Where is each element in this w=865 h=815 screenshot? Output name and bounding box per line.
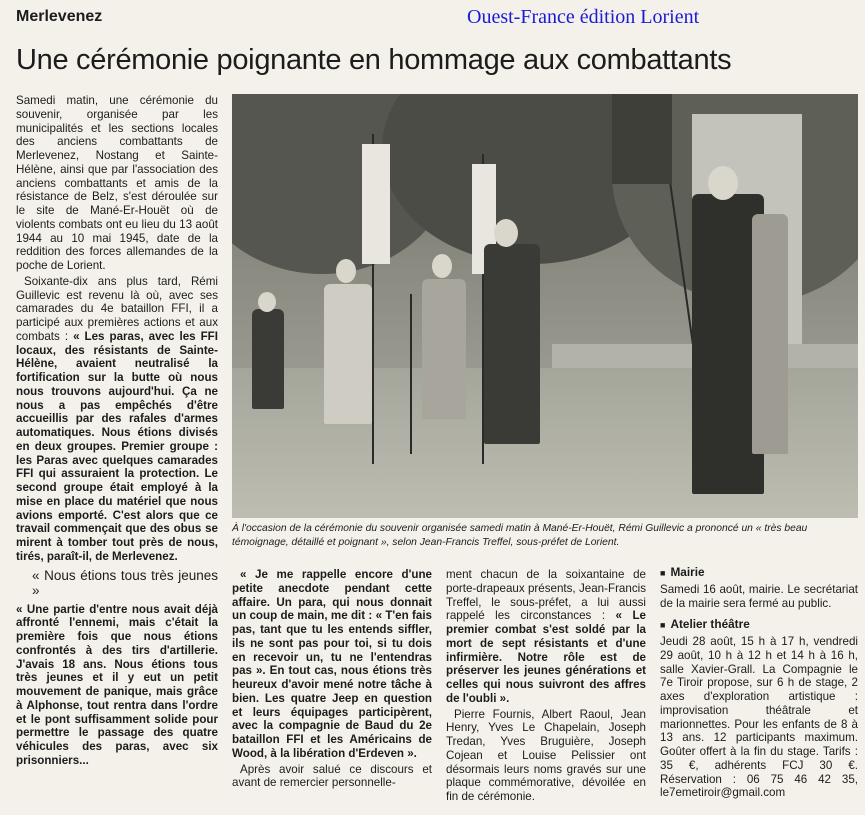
article-column-3 xyxy=(446,568,646,802)
briefs-column xyxy=(660,566,858,802)
brief-heading-theatre: ■ Atelier théâtre xyxy=(660,618,858,633)
paragraph-quote-young: « Une partie d'entre nous avait déjà affronté l'ennemi, mais c'était la première fois que nous étions confrontés à des tirs d'artillerie. J'avais 18 ans. Nous étions tous très jeunes et il y eut un petit mouvement de panique, mais grâce à Alphonse, tout rentra dans l'ordre et le pont suffisamment solide pour permettre le passage des quatre véhicules des paras, avec six prisonniers... xyxy=(16,602,218,767)
paragraph-names: Pierre Fournis, Albert Raoul, Jean Henry, Yves Le Chapelain, Joseph Tredan, Yves Bruguière, Joseph Cojean et Louise Pelissier ont désormais leurs noms gravés sur une plaque commémorative, dévoilée en fin de cérémonie. xyxy=(446,707,646,802)
photo-caption: À l'occasion de la cérémonie du souvenir organisée samedi matin à Mané-Er-Houët, Rémi Guillevic a prononcé un « très beau témoignage, détaillé et poignant », selon Jean-Francis Treffel, sous-préfet de Lorient. xyxy=(232,523,808,548)
paragraph-testimony xyxy=(16,275,218,564)
paragraph-thanks: Après avoir salué ce discours et avant de remercier personnelle- xyxy=(232,762,432,790)
edition-label: Ouest-France édition Lorient xyxy=(467,6,700,28)
ceremony-photo xyxy=(232,94,858,518)
testimony-intro: Soixante-dix ans plus tard, Rémi Guillevic est revenu là où, avec ses camarades du 4e bataillon FFI, il a participé aux premières actions et aux combats : xyxy=(16,274,218,343)
subprefect-intro: ment chacun de la soixantaine de porte-drapeaux présents, Jean-Francis Treffel, le sous-préfet, a lui aussi rappelé les circonstances : xyxy=(446,568,646,623)
brief-mairie: Samedi 16 août, mairie. Le secrétariat de la mairie sera fermé au public. xyxy=(660,582,858,610)
testimony-quote: « Les paras, avec les FFI locaux, des résistants de Sainte-Hélène, avaient neutralisé la fortification sur la butte où nous nous trouvons aujourd'hui. Ça ne nous a pas empêchés d'être accueillis par des rafales d'armes automatiques. Nous étions divisés en deux groupes. Premier groupe : les Paras avec quelques camarades FFI qui assuraient la protection. Le second groupe était employé à la mise en place du matériel que nous avions emporté. C'est alors que ce travail commençait que des obus se mirent à tomber tout près de nous, tirés, paraît-il, de Merlevenez. xyxy=(16,329,218,563)
paragraph-subprefect xyxy=(446,568,646,706)
article-column-2 xyxy=(232,568,432,802)
paragraph-anecdote: « Je me rappelle encore d'une petite anecdote pendant cette affaire. Un para, qui nous donnait un coup de main, me dit : « T'en fais pas, tant que tu les entends siffler, ils ne sont pas pour toi, si tu dois en recevoir un, tu ne l'entendras pas ». En tout cas, nous étions très heureux d'avoir mené notre tâche à bien. Les quatre Jeep en question et leurs équipages participèrent, avec la compagnie de Baud du 2e bataillon FFI et les Américains de Wood, à la libération d'Erdeven ». xyxy=(232,568,432,760)
section-label: Merlevenez xyxy=(16,8,103,25)
subheading: « Nous étions tous très jeunes » xyxy=(32,567,218,598)
paragraph-intro: Samedi matin, une cérémonie du souvenir, organisée par les municipalités et les sections locales des anciens combattants de Merlevenez, Nostang et Sainte-Hélène, ainsi que par l'association des anciens combattants et amis de la résistance de Belz, s'est déroulée sur le site de Mané-Er-Houët où de violents combats ont eu lieu du 13 août 1944 au 10 mai 1945, date de la reddition des forces allemandes de la poche de Lorient. xyxy=(16,94,218,272)
article-column-1 xyxy=(16,94,218,802)
brief-heading-mairie: ■ Mairie xyxy=(660,566,858,581)
headline: Une cérémonie poignante en hommage aux combattants xyxy=(16,44,732,76)
subprefect-quote: « Le premier combat s'est soldé par la mort de sept résistants et d'une infirmière. Notre rôle est de préserver les jeunes générations et celles qui nous suivront des affres de l'oubli ». xyxy=(446,609,646,705)
brief-theatre: Jeudi 28 août, 15 h à 17 h, vendredi 29 août, 10 h à 12 h et 14 h à 16 h, salle Xavier-Grall. La Compagnie le 7e Tiroir propose, sur 6 h de stage, 2 axes d'exploration artistique : improvisation théâtrale et marionnettes. Pour les enfants de 8 à 13 ans. 12 participants maximum. Goûter offert à la fin du stage. Tarifs : 35 €, adhérents FCJ 30 €. Réservation : 06 75 46 42 35, le7emetiroir@gmail.com xyxy=(660,635,858,800)
